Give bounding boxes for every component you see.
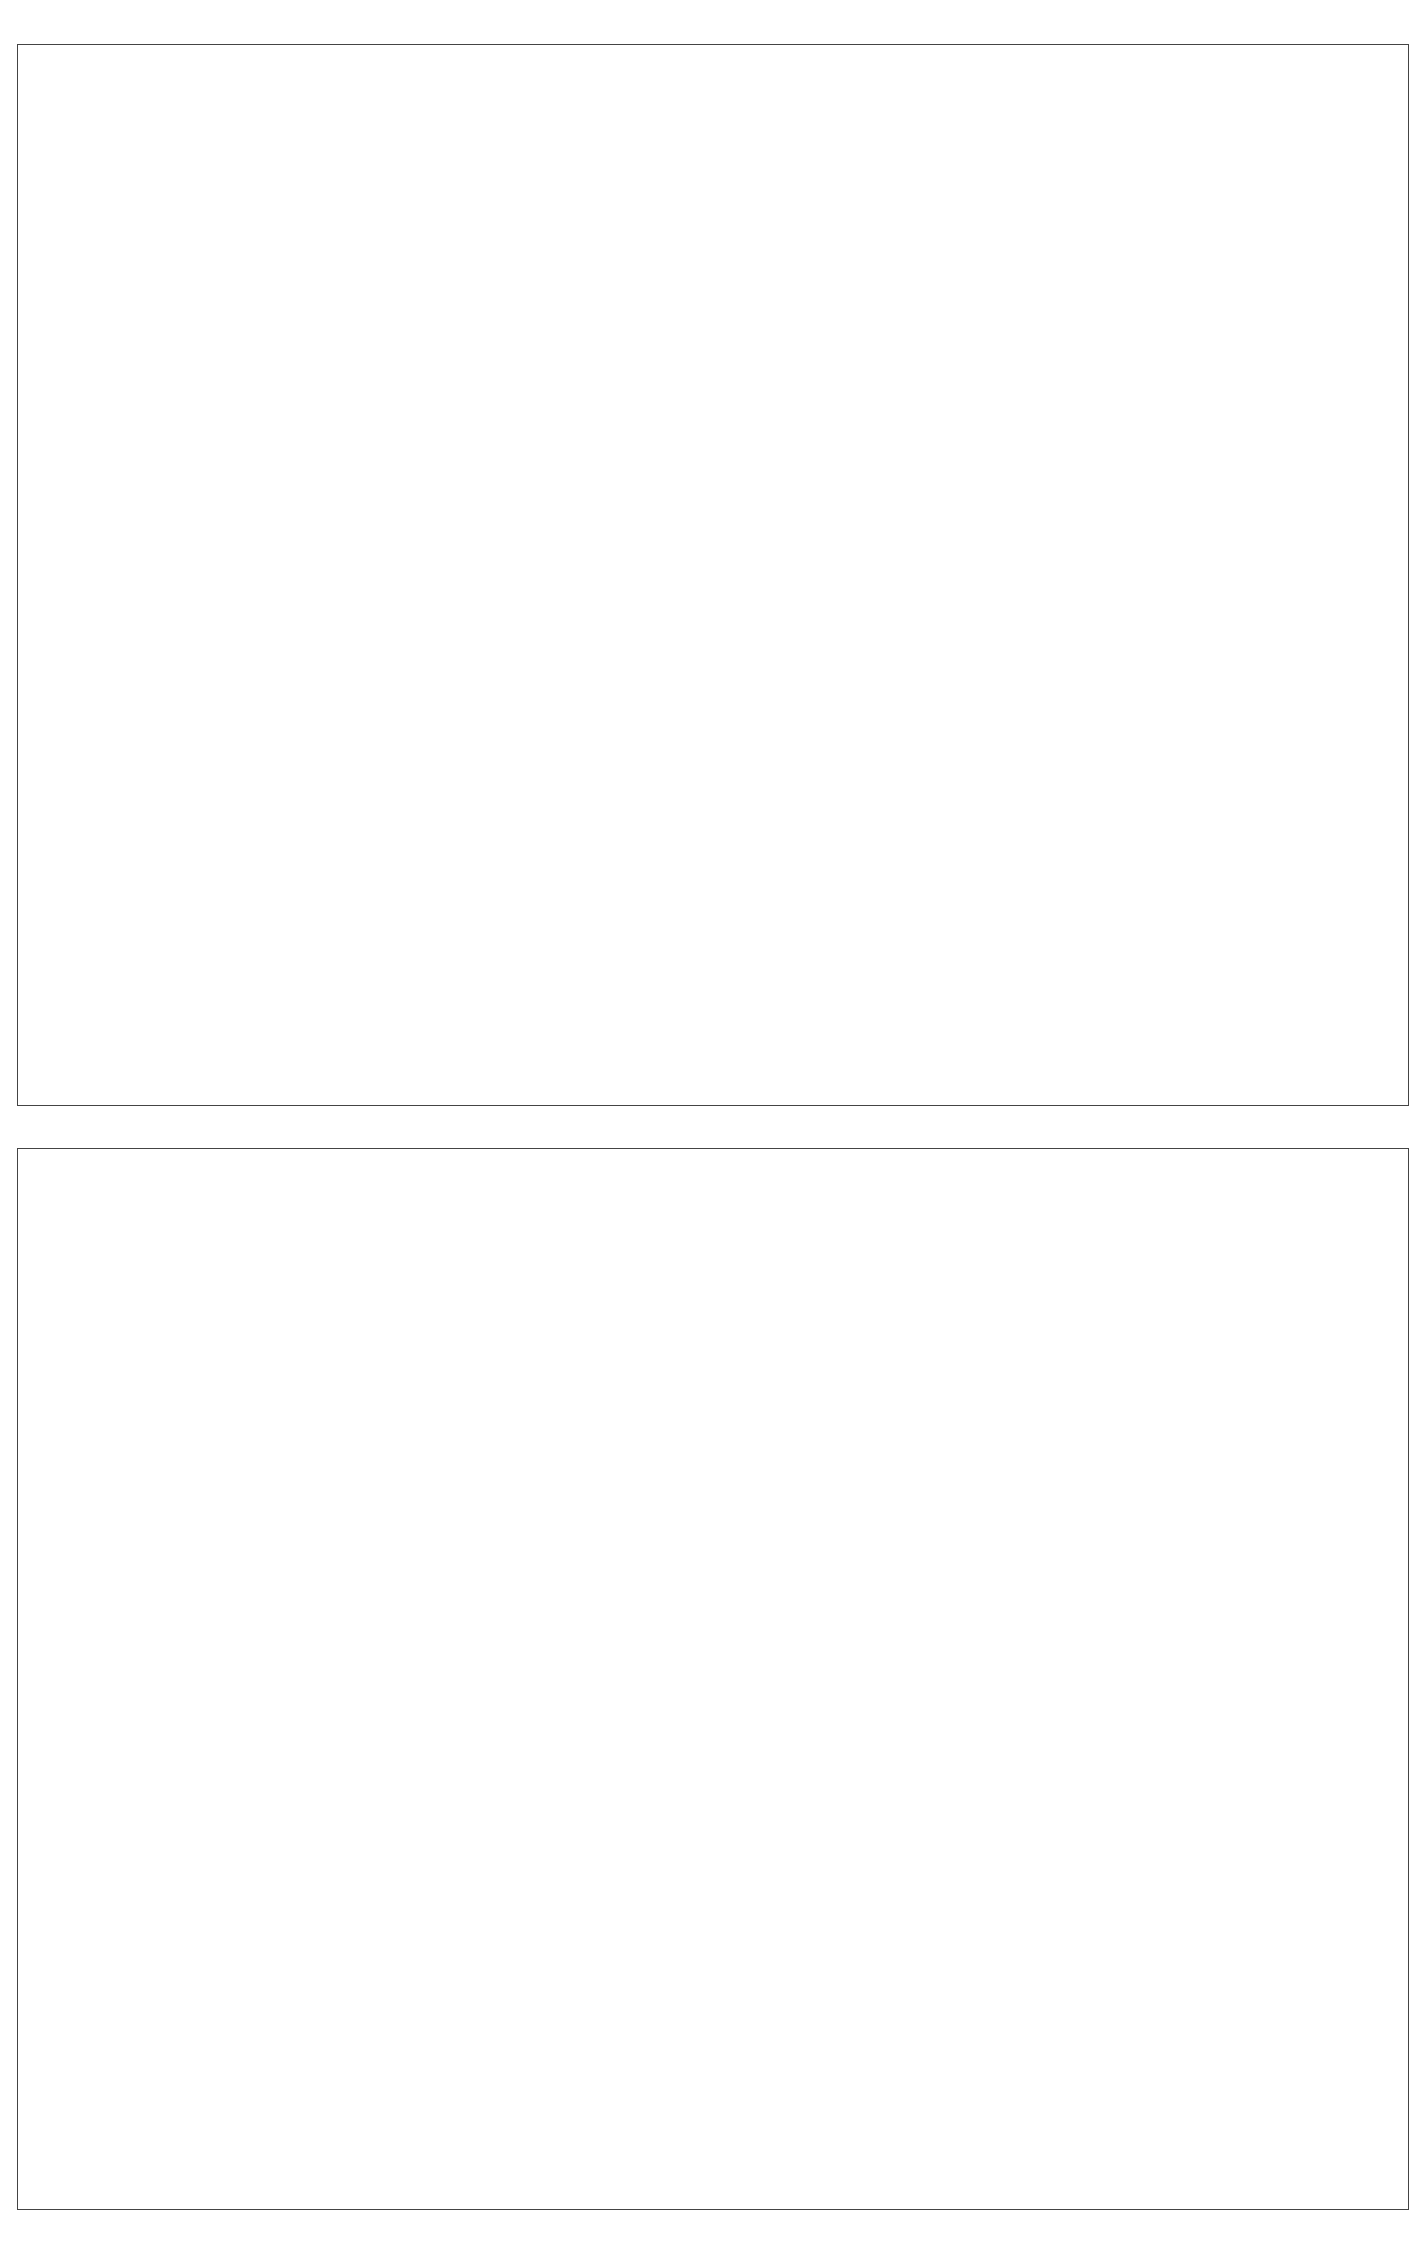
conjugate-footprints-panel bbox=[17, 1148, 1409, 2210]
down-footprints-map bbox=[18, 45, 1408, 1105]
conjugate-footprints-map bbox=[18, 1149, 1408, 2209]
down-footprints-panel bbox=[17, 44, 1409, 1106]
